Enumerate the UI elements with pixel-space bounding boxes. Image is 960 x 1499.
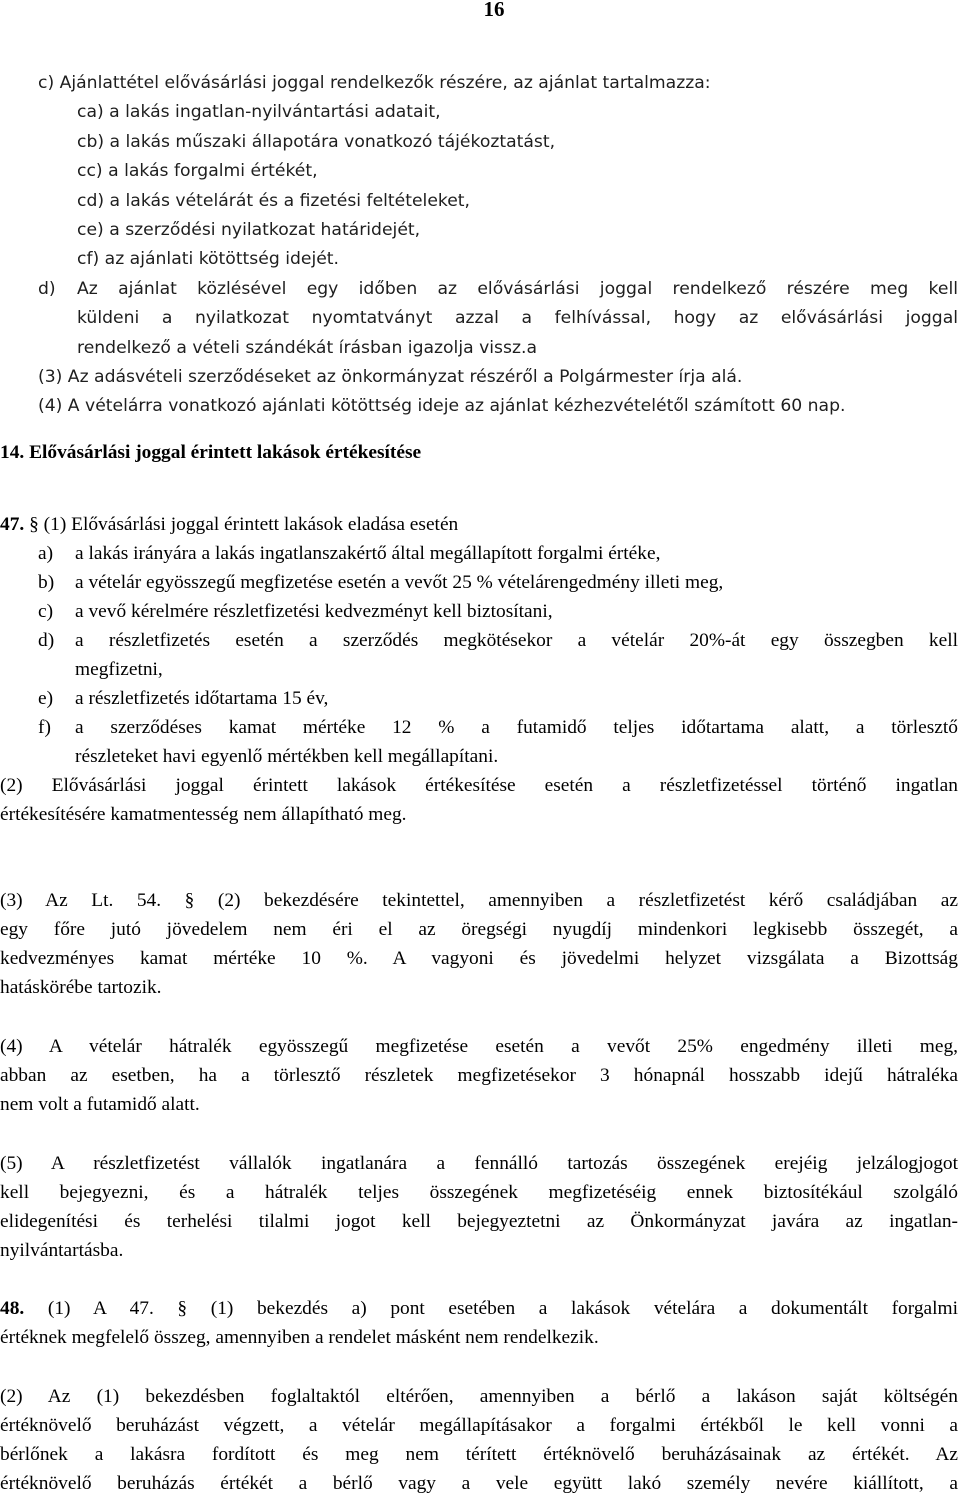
paragraph-line: (5) A részletfizetést vállalók ingatlanára a fennálló tartozás összegének erejéig jelzálogjogot — [0, 1153, 958, 1174]
list-item-text — [75, 713, 958, 771]
list-item-text: a vételár egyösszegű megfizetése esetén a vevőt 25 % vételárengedmény illeti meg, — [75, 572, 724, 593]
paragraph-line: értéknövelő beruházást végzett, a vételár megállapításakor a forgalmi értékből le kell vonni a — [0, 1415, 958, 1436]
section-47-number: 47. — [0, 514, 25, 535]
section-48-paragraph-1 — [0, 1294, 958, 1352]
paragraph-line: kell bejegyezni, és a hátralék teljes összegének megfizetéséig ennek biztosítékául szolgáló — [0, 1182, 958, 1203]
section-47-lead-line — [0, 510, 958, 539]
list-item-label: b) — [38, 572, 55, 593]
section-c-item: cd) a lakás vételárát és a fizetési feltételeket, — [77, 190, 471, 211]
list-item-label: e) — [38, 688, 54, 709]
list-item-line: a szerződéses kamat mértéke 12 % a futamidő teljes időtartama alatt, a törlesztő — [75, 717, 958, 738]
list-item — [38, 539, 958, 568]
paragraph-line: (4) A vételár hátralék egyösszegű megfizetése esetén a vevőt 25% engedmény illeti meg, — [0, 1036, 958, 1057]
paragraph-line: értékesítésére kamatmentesség nem állapítható meg. — [0, 804, 407, 825]
section-d-line: rendelkező a vételi szándékát írásban igazolja vissz.a — [77, 337, 537, 358]
section-c-item: cb) a lakás műszaki állapotára vonatkozó tájékoztatást, — [77, 131, 556, 152]
list-item-label: d) — [38, 630, 55, 651]
section-47-lead: (1) Elővásárlási joggal érintett lakások eladása esetén — [43, 514, 459, 535]
list-item-label: c) — [38, 601, 54, 622]
list-item-label: f) — [38, 717, 51, 738]
list-item — [38, 568, 958, 597]
paragraph-line: (3) Az Lt. 54. § (2) bekezdésére tekintettel, amennyiben a részletfizetést kérő családjában az — [0, 890, 958, 911]
section-d — [38, 275, 958, 363]
list-item-label: a) — [38, 543, 54, 564]
paragraph-line: értéknek megfelelő összeg, amennyiben a rendelet másként nem rendelkezik. — [0, 1327, 599, 1348]
section-48-line-1: (1) A 47. § (1) bekezdés a) pont esetében a lakások vételára a dokumentált forgalmi — [47, 1298, 958, 1319]
list-item-text: a részletfizetés időtartama 15 év, — [75, 688, 329, 709]
section-47-paragraph-2 — [0, 771, 958, 829]
paragraph-line: bérlőnek a lakásra fordított és meg nem térített értéknövelő beruházásainak az értékét. Az — [0, 1444, 958, 1465]
section-heading-14: 14. Elővásárlási joggal érintett lakások értékesítése — [0, 442, 422, 463]
list-item-line: részleteket havi egyenlő mértékben kell megállapítani. — [75, 746, 499, 767]
section-d-line: küldeni a nyilatkozat nyomtatványt azzal a felhívással, hogy az elővásárlási joggal — [77, 308, 958, 329]
paragraph-line: abban az esetben, ha a törlesztő részletek megfizetésekor 3 hónapnál hosszabb idejű hátraléka — [0, 1065, 958, 1086]
section-c-item: ca) a lakás ingatlan-nyilvántartási adatait, — [77, 102, 441, 123]
section-sign: § — [29, 514, 39, 535]
section-d-label: d) — [38, 278, 56, 299]
paragraph-line: egy főre jutó jövedelem nem éri el az öregségi nyugdíj mindenkori legkisebb összegét, a — [0, 919, 958, 940]
list-item — [38, 684, 958, 713]
list-item-text: a lakás irányára a lakás ingatlanszakértő által megállapított forgalmi értéke, — [75, 543, 661, 564]
paragraph-line: (2) Elővásárlási joggal érintett lakások értékesítése esetén a részletfizetéssel történő ingatlan — [0, 775, 958, 796]
section-47 — [0, 510, 958, 771]
section-48-number: 48. — [0, 1298, 25, 1319]
paragraph-line: elidegenítési és terhelési tilalmi jogot kell bejegyeztetni az Önkormányzat javára az ingatlan- — [0, 1211, 958, 1232]
section-48-paragraph-2 — [0, 1382, 958, 1498]
paragraph-line: nyilvántartásba. — [0, 1240, 124, 1261]
paragraph-line: nem volt a futamidő alatt. — [0, 1094, 200, 1115]
list-item — [38, 626, 958, 684]
list-item — [38, 713, 958, 771]
list-item-text — [75, 626, 958, 684]
ajanlattetel-block — [38, 69, 958, 422]
paragraph-line: kedvezményes kamat mértéke 10 %. A vagyoni és jövedelmi helyzet vizsgálata a Bizottság — [0, 948, 958, 969]
paragraph-line: értéknövelő beruházás értékét a bérlő vagy a vele együtt lakó személy nevére kiállított, a — [0, 1473, 958, 1494]
section-c-item: cf) az ajánlati kötöttség idejét. — [77, 249, 340, 270]
paragraph-3: (3) Az adásvételi szerződéseket az önkormányzat részéről a Polgármester írja alá. — [38, 367, 743, 388]
section-d-text — [77, 275, 958, 363]
section-c-lead: c) Ajánlattétel elővásárlási joggal rendelkezők részére, az ajánlat tartalmazza: — [38, 73, 711, 93]
section-c-item: cc) a lakás forgalmi értékét, — [77, 161, 318, 182]
paragraph-line: (2) Az (1) bekezdésben foglaltaktól eltérően, amennyiben a bérlő a lakáson saját költségén — [0, 1386, 958, 1407]
section-47-paragraph-3 — [0, 886, 958, 1002]
section-d-line: Az ajánlat közlésével egy időben az elővásárlási joggal rendelkező részére meg kell — [77, 278, 958, 299]
list-item-text: a vevő kérelmére részletfizetési kedvezményt kell biztosítani, — [75, 601, 553, 622]
list-item-line: a részletfizetés esetén a szerződés megkötésekor a vételár 20%-át egy összegben kell — [75, 630, 958, 651]
section-c-item: ce) a szerződési nyilatkozat határidejét, — [77, 220, 421, 241]
section-47-paragraph-4 — [0, 1032, 958, 1119]
list-item-line: megfizetni, — [75, 659, 163, 680]
paragraph-4: (4) A vételárra vonatkozó ajánlati kötöttség ideje az ajánlat kézhezvételétől számított 60 nap. — [38, 396, 846, 417]
section-47-paragraph-5 — [0, 1149, 958, 1265]
list-item — [38, 597, 958, 626]
section-47-items — [38, 539, 958, 771]
page-number: 16 — [483, 0, 505, 21]
paragraph-line — [0, 1294, 958, 1323]
paragraph-line: hatáskörébe tartozik. — [0, 977, 162, 998]
